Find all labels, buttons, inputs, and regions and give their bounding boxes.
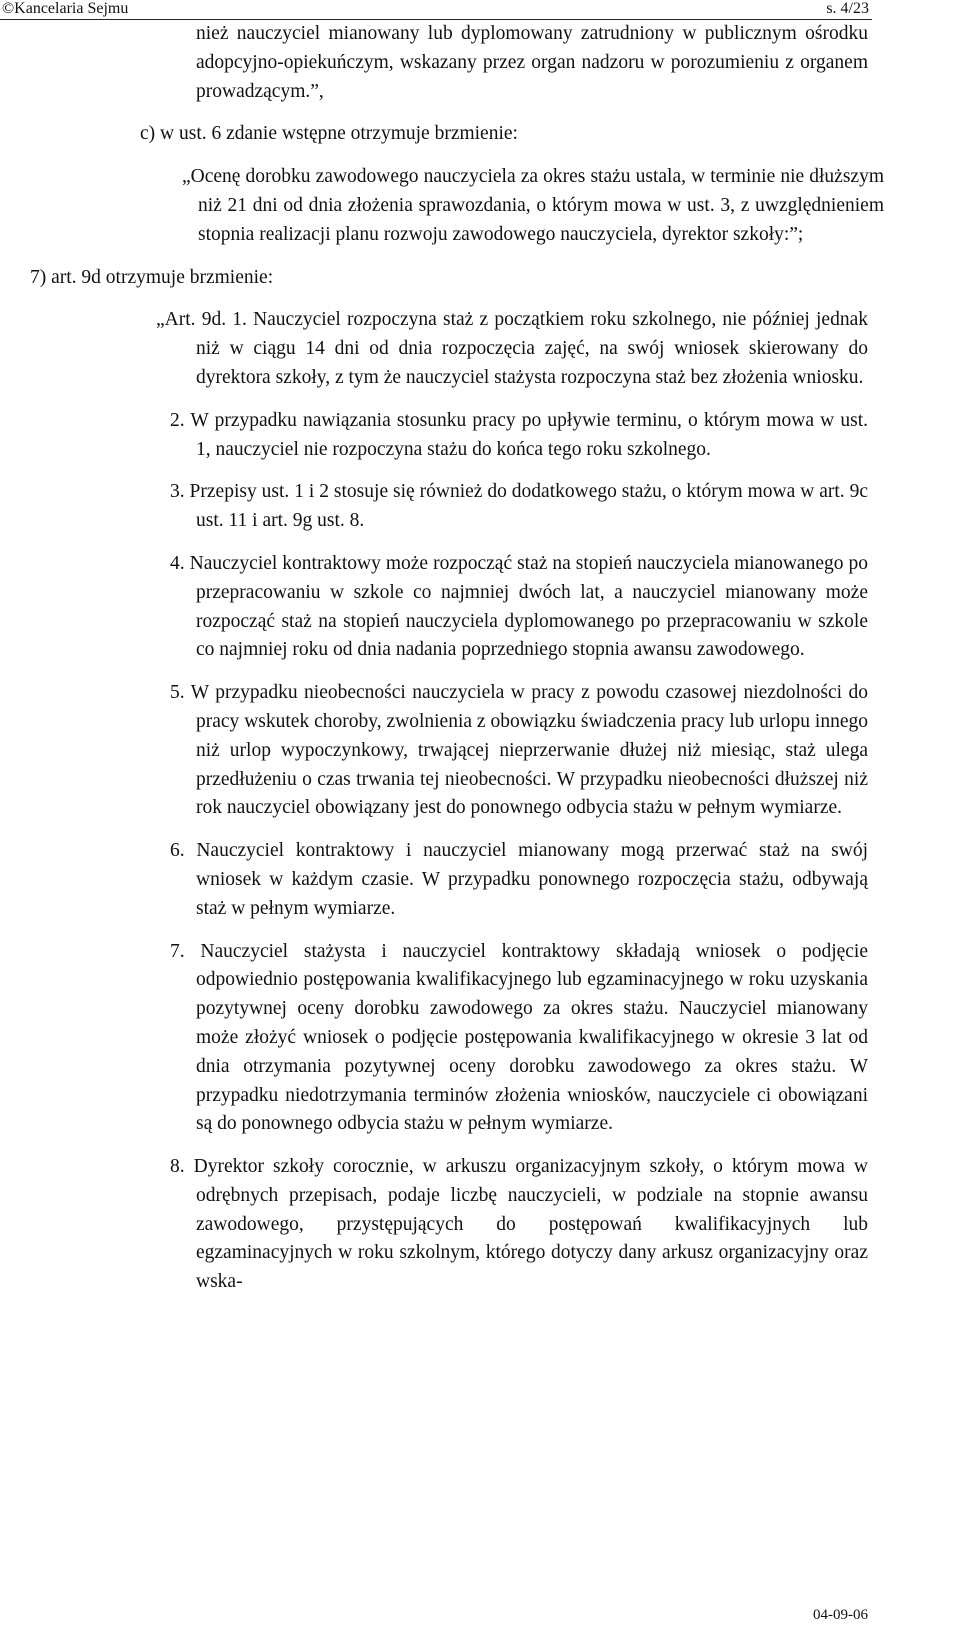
art-9d-para-6: 6. Nauczyciel kontraktowy i nauczyciel mianowany mogą przerwać staż na swój wniosek w każdym czasie. W przypadku ponownego rozpoczęcia stażu, odbywają staż w pełnym wymiarze. xyxy=(170,840,868,919)
art-9d-para-5: 5. W przypadku nieobecności nauczyciela w pracy z powodu czasowej niezdolności do pracy wskutek choroby, zwolnienia z obowiązku świadczenia pracy lub urlopu innego niż urlop wypoczynkowy, trwającej nieprzerwanie dłużej niż miesiąc, staż ulega przedłużeniu o czas trwania tej nieobecności. W przypadku nieobecności dłuższej niż rok nauczyciel obowiązany jest do ponownego odbycia stażu w pełnym wymiarze. xyxy=(170,682,868,819)
art-9d-para-7: 7. Nauczyciel stażysta i nauczyciel kontraktowy składają wniosek o podjęcie odpowiednio postępowania kwalifikacyjnego lub egzaminacyjnego w roku uzyskania pozytywnej oceny dorobku zawodowego za okres stażu. Nauczyciel mianowany może złożyć wniosek o podjęcie postępowania kwalifikacyjnego w okresie 3 lat od dnia otrzymania pozytywnej oceny dorobku zawodowego za okres stażu. W przypadku niedotrzymania terminów złożenia wniosków, nauczyciele ci obowiązani są do ponownego odbycia stażu w pełnym wymiarze. xyxy=(170,940,868,1135)
header-page-number: s. 4/23 xyxy=(826,0,869,17)
continuation-paragraph: nież nauczyciel mianowany lub dyplomowany zatrudniony w publicznym ośrodku adopcyjno-opiekuńczym, wskazany przez organ nadzoru w porozumieniu z organem prowadzącym.”, xyxy=(196,23,868,102)
quote-c-text: „Ocenę dorobku zawodowego nauczyciela za okres stażu ustala, w terminie nie dłuższym niż 21 dni od dnia złożenia sprawozdania, o którym mowa w ust. 3, z uwzględnieniem stopnia realizacji planu rozwoju zawodowego nauczyciela, dyrektor szkoły:”; xyxy=(182,166,884,245)
document-body xyxy=(0,20,960,1297)
art-9d-para-1: „Art. 9d. 1. Nauczyciel rozpoczyna staż z początkiem roku szkolnego, nie później jednak niż w ciągu 14 dni od dnia rozpoczęcia zajęć, na swój wniosek skierowany do dyrektora szkoły, z tym że nauczyciel stażysta rozpoczyna staż bez złożenia wniosku. xyxy=(156,309,868,388)
header-source: ©Kancelaria Sejmu xyxy=(2,0,129,17)
art-9d-para-4: 4. Nauczyciel kontraktowy może rozpocząć staż na stopień nauczyciela mianowanego po przepracowaniu w szkole co najmniej dwóch lat, a nauczyciel mianowany może rozpocząć staż na stopień nauczyciela dyplomowanego po przepracowaniu w szkole co najmniej roku od dnia nadania poprzedniego stopnia awansu zawodowego. xyxy=(170,552,868,661)
page-header xyxy=(0,0,960,20)
art-9d-para-8: 8. Dyrektor szkoły corocznie, w arkuszu organizacyjnym szkoły, o którym mowa w odrębnych przepisach, podaje liczbę nauczycieli, w podziale na stopnie awansu zawodowego, przystępujących do postępowań kwalifikacyjnych lub egzaminacyjnych w roku szkolnym, którego dotyczy dany arkusz organizacyjny oraz wska- xyxy=(170,1156,868,1293)
item-7: 7) art. 9d otrzymuje brzmienie: xyxy=(30,266,274,288)
item-c: c) w ust. 6 zdanie wstępne otrzymuje brzmienie: xyxy=(140,123,518,145)
quote-c xyxy=(182,163,884,249)
art-9d-para-3: 3. Przepisy ust. 1 i 2 stosuje się również do dodatkowego stażu, o którym mowa w art. 9c ust. 11 i art. 9g ust. 8. xyxy=(170,481,868,532)
page-footer-date: 04-09-06 xyxy=(813,1607,868,1623)
art-9d-para-2: 2. W przypadku nawiązania stosunku pracy po upływie terminu, o którym mowa w ust. 1, nauczyciel nie rozpoczyna stażu do końca tego roku szkolnego. xyxy=(170,409,868,460)
